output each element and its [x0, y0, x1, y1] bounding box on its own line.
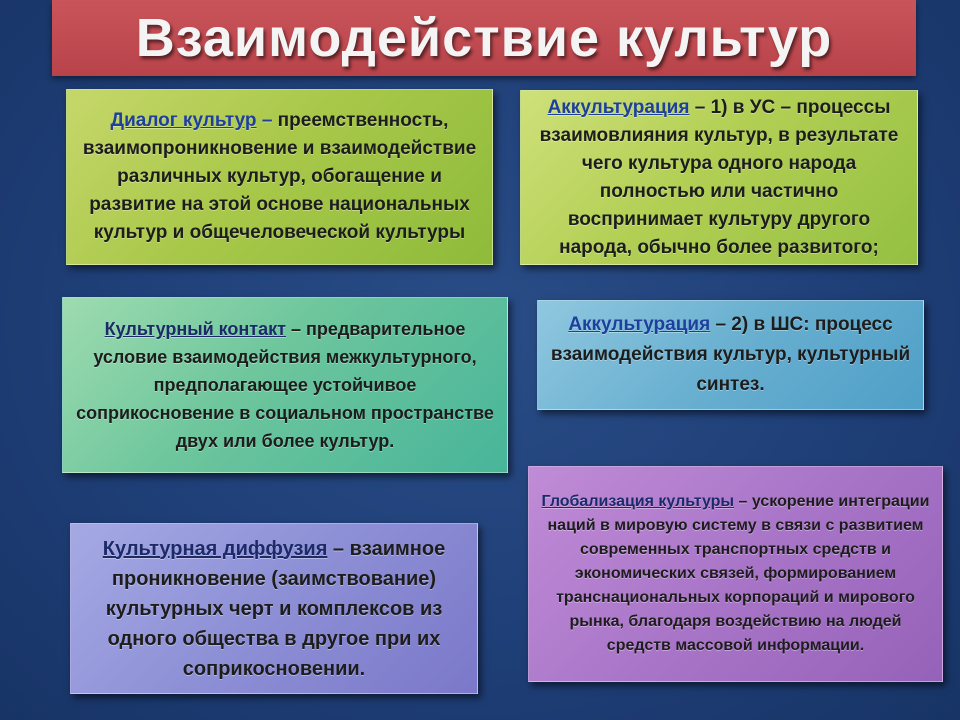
- card-definition: 2) в ШС: процесс взаимодействия культур, культурный синтез.: [550, 314, 911, 395]
- card-definition: предварительное условие взаимодействия межкультурного, предполагающее устойчивое соприкосновение в социальном пространстве двух или более культур.: [76, 319, 494, 451]
- card-text: [73, 315, 497, 455]
- card-acculturation-broad: [537, 300, 924, 410]
- card-term: Диалог культур: [110, 110, 257, 131]
- card-term: Культурный контакт: [104, 319, 286, 339]
- card-dash: –: [710, 314, 727, 335]
- card-dialog-of-cultures: [66, 89, 493, 265]
- card-dash: –: [256, 110, 273, 131]
- title-banner: [52, 0, 916, 76]
- card-dash: –: [327, 537, 345, 560]
- card-term: Аккультурация: [568, 314, 711, 335]
- card-term: Аккультурация: [547, 96, 690, 118]
- card-text: [77, 107, 482, 247]
- card-term: Культурная диффузия: [102, 537, 328, 560]
- card-definition: ускорение интеграции наций в мировую систему в связи с развитием современных транспортных средств и экономических связей, формированием транснациональных корпораций и мирового рынка, благодаря воздействию на людей средств массовой информации.: [547, 493, 930, 654]
- card-cultural-contact: [62, 297, 508, 473]
- card-text: [81, 534, 467, 684]
- card-globalization-of-culture: [528, 466, 943, 682]
- card-term: Глобализация культуры: [541, 493, 735, 510]
- card-definition: преемственность, взаимопроникновение и взаимодействие различных культур, обогащение и развитие на этой основе национальных культур и общечеловеческой культуры: [82, 110, 477, 243]
- card-dash: –: [285, 319, 301, 339]
- card-acculturation-narrow: [520, 90, 918, 265]
- card-definition: 1) в УС – процессы взаимовлияния культур, в результате чего культура одного народа полностью или частично воспринимает культуру другого народа, обычно более развитого;: [539, 96, 899, 258]
- card-dash: –: [689, 96, 706, 118]
- page-title: Взаимодействие культур: [135, 8, 833, 68]
- card-text: [548, 310, 913, 400]
- card-dash: –: [734, 493, 748, 510]
- card-text: [531, 94, 907, 262]
- card-definition: взаимное проникновение (заимствование) культурных черт и комплексов из одного общества в другое при их соприкосновении.: [105, 537, 446, 680]
- card-text: [539, 490, 932, 658]
- card-cultural-diffusion: [70, 523, 478, 694]
